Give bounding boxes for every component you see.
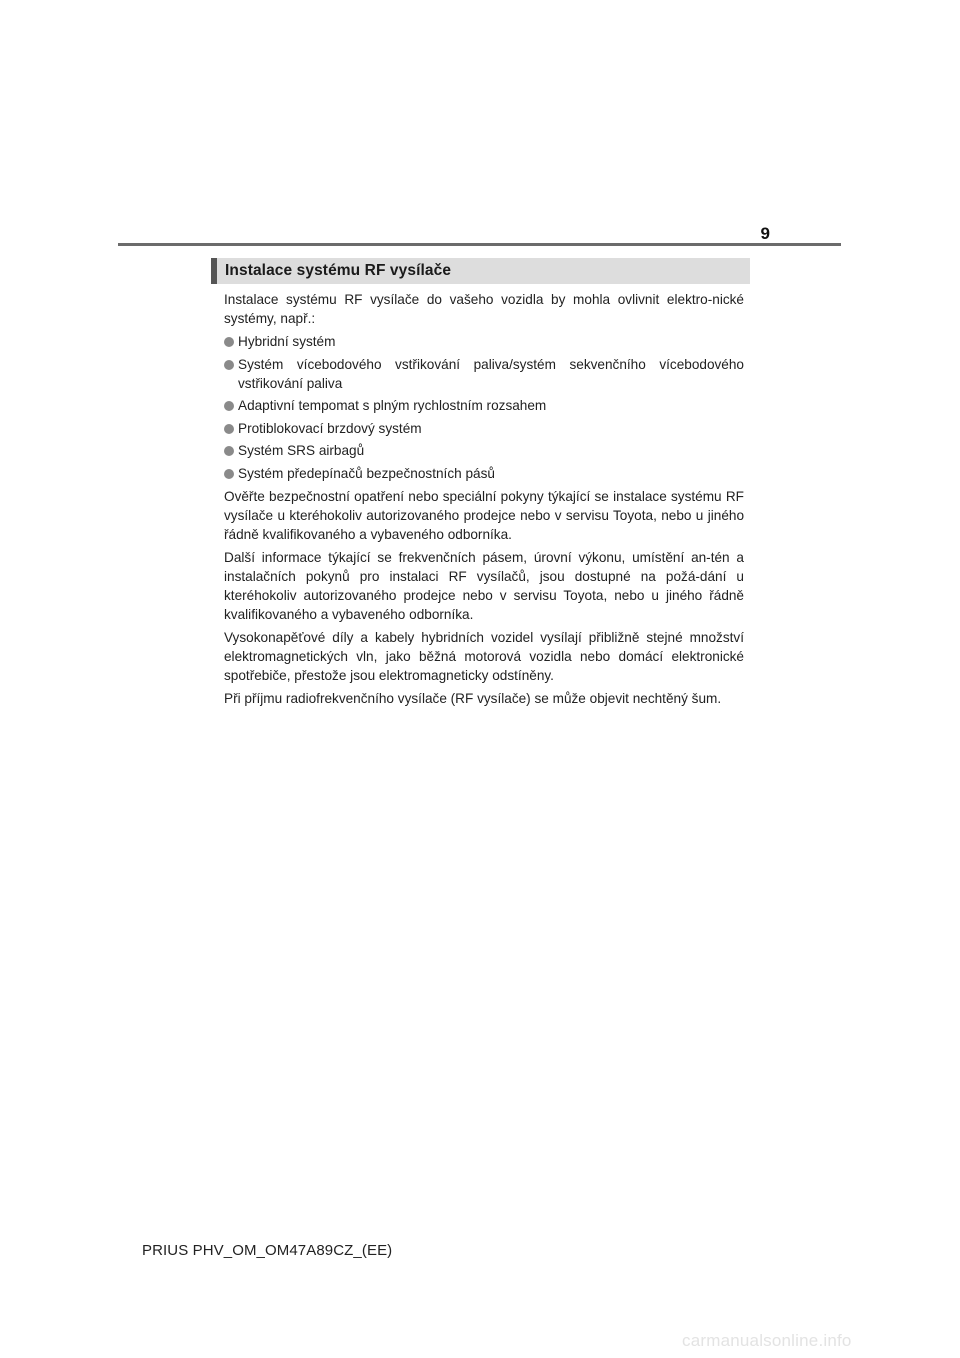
list-item-text: Protiblokovací brzdový systém: [238, 420, 422, 436]
header-rule: [118, 243, 841, 246]
document-code: PRIUS PHV_OM_OM47A89CZ_(EE): [142, 1242, 393, 1259]
list-item: [224, 355, 744, 393]
bullet-icon: [224, 360, 234, 370]
bullet-icon: [224, 446, 234, 456]
section-heading-bar: [211, 258, 750, 284]
list-item-text: Hybridní systém: [238, 334, 336, 349]
list-item: [224, 396, 744, 415]
list-item: [224, 441, 744, 460]
emission-paragraph: Vysokonapěťové díly a kabely hybridních vozidel vysílají přibližně stejné množství elektromagnetických vln, jako běžná motorová vozidla nebo domácí elektronické spotřebiče, přestože jsou elektromagneticky odstíněny.: [224, 629, 744, 683]
watermark-text: carmanualsonline.info: [682, 1331, 852, 1350]
bullet-icon: [224, 424, 234, 434]
page-number: 9: [760, 224, 770, 243]
section-heading-title: Instalace systému RF vysílače: [225, 262, 452, 279]
section-content: [224, 290, 744, 712]
bullet-icon: [224, 469, 234, 479]
list-item-text: Systém SRS airbagů: [238, 443, 365, 458]
list-item: [224, 332, 744, 351]
list-item-text: Systém vícebodového vstřikování paliva/systém sekvenčního vícebodového vstřikování paliva: [238, 356, 744, 391]
intro-paragraph: Instalace systému RF vysílače do vašeho vozidla by mohla ovlivnit elektro-nické systémy, např.:: [224, 292, 744, 326]
noise-paragraph: Při příjmu radiofrekvenčního vysílače (RF vysílače) se může objevit nechtěný šum.: [224, 690, 722, 706]
bullet-icon: [224, 337, 234, 347]
list-item-text: Systém předepínačů bezpečnostních pásů: [238, 465, 495, 481]
bullet-icon: [224, 401, 234, 411]
list-item-text: Adaptivní tempomat s plným rychlostním rozsahem: [238, 398, 547, 413]
list-item: [224, 419, 744, 438]
safety-paragraph: Ověřte bezpečnostní opatření nebo speciální pokyny týkající se instalace systému RF vysílače u kteréhokoliv autorizovaného prodejce nebo v servisu Toyota, nebo u jiného řádně kvalifikovaného a vybaveného odborníka.: [224, 488, 744, 542]
affected-systems-list: [224, 332, 744, 483]
info-paragraph: Další informace týkající se frekvenčních pásem, úrovní výkonu, umístění an-tén a instalačních pokynů pro instalaci RF vysílačů, jsou dostupné na požá-dání u kteréhokoliv autorizovaného prodejce nebo v servisu Toyota, nebo u jiného řádně kvalifikovaného a vybaveného odborníka.: [224, 549, 744, 622]
list-item: [224, 464, 744, 483]
